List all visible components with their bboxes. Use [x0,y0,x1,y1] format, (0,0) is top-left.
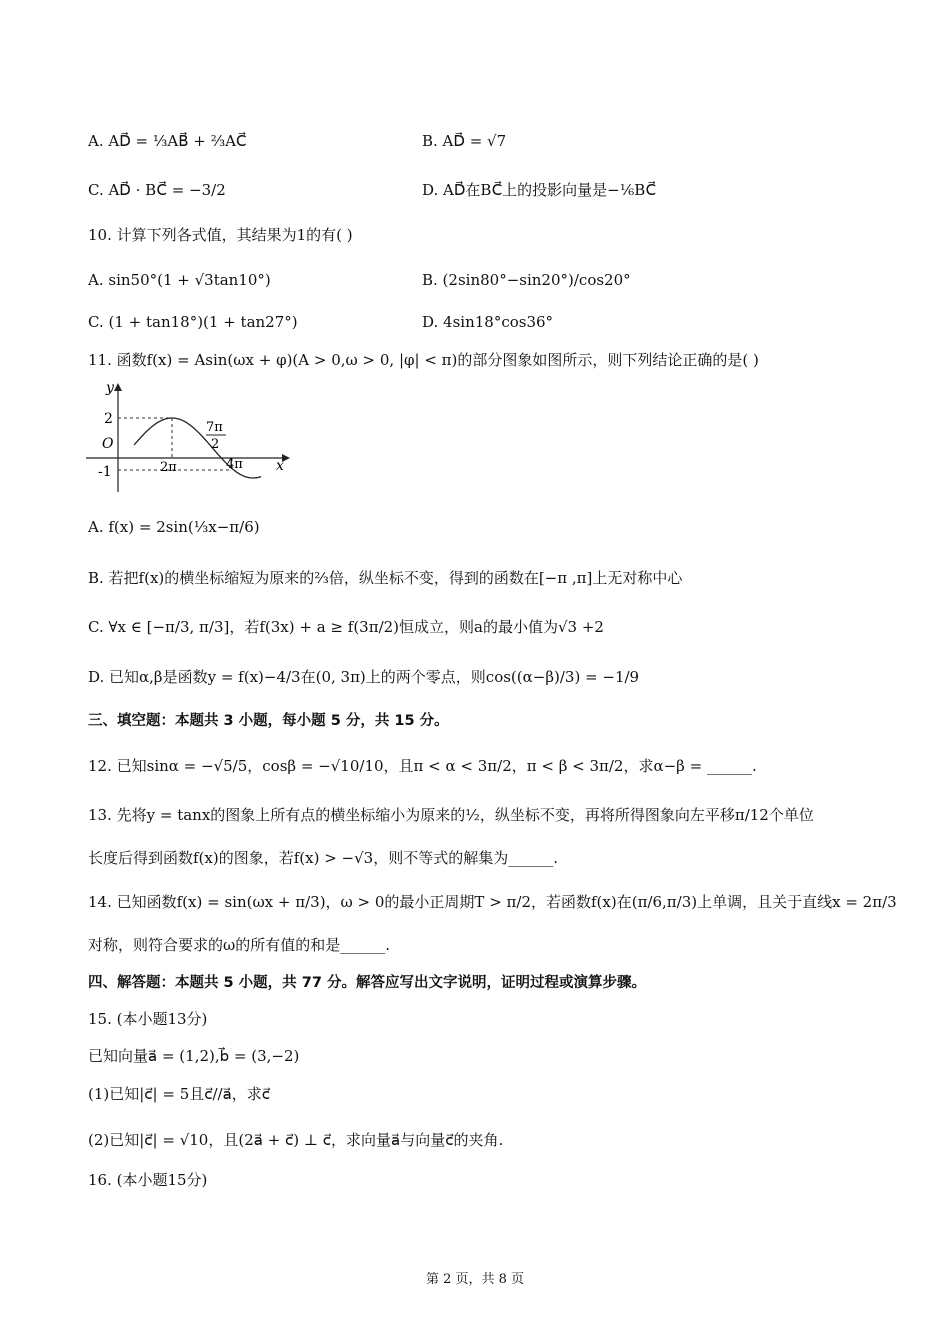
q14-line-1: 14. 已知函数f(x) = sin(ωx + π/3)，ω > 0的最小正周期T > π/2，若函数f(x)在(π/6,π/3)上单调，且关于直线x = 2π/3 [88,893,897,911]
x-axis-label: x [276,458,284,474]
q11-stem: 11. 函数f(x) = Asin(ωx + φ)(A > 0,ω > 0, |φ| < π)的部分图象如图所示，则下列结论正确的是( ) [88,351,759,369]
q11-option-b: B. 若把f(x)的横坐标缩短为原来的⅔倍，纵坐标不变，得到的函数在[−π ,π]上无对称中心 [88,569,683,587]
q12: 12. 已知sinα = −√5/5，cosβ = −√10/10，且π < α < 3π/2，π < β < 3π/2，求α−β = ______. [88,757,757,775]
q15-part-1: (1)已知|c⃗| = 5且c⃗//a⃗，求c⃗ [88,1085,271,1103]
q11-option-c: C. ∀x ∈ [−π/3, π/3]，若f(3x) + a ≥ f(3π/2)恒成立，则a的最小值为√3 +2 [88,618,604,636]
y-max-label: 2 [104,411,113,427]
q9-option-d: D. AD⃗在BC⃗上的投影向量是−⅙BC⃗ [422,181,657,199]
x-2pi-label: 2π [160,460,177,475]
q11-function-graph [84,378,304,498]
q10-option-c: C. (1 + tan18°)(1 + tan27°) [88,313,298,331]
q10-option-b: B. (2sin80°−sin20°)/cos20° [422,271,631,289]
q15-title: 15. (本小题13分) [88,1010,208,1028]
q11-option-d: D. 已知α,β是函数y = f(x)−4/3在(0, 3π)上的两个零点，则cos((α−β)/3) = −1/9 [88,668,640,686]
q13-line-1: 13. 先将y = tanx的图象上所有点的横坐标缩小为原来的½，纵坐标不变，再将所得图象向左平移π/12个单位 [88,806,814,824]
q9-option-c: C. AD⃗ · BC⃗ = −3/2 [88,181,226,199]
q9-option-a: A. AD⃗ = ⅓AB⃗ + ⅔AC⃗ [88,132,247,150]
q10-option-d: D. 4sin18°cos36° [422,313,554,331]
x-7pi2-numerator: 7π [206,420,223,435]
x-4pi-label: 4π [226,457,243,472]
q9-option-b: B. AD⃗ = √7 [422,132,507,150]
q13-line-2: 长度后得到函数f(x)的图象，若f(x) > −√3，则不等式的解集为______. [88,849,558,867]
q15-part-2: (2)已知|c⃗| = √10，且(2a⃗ + c⃗) ⊥ c⃗，求向量a⃗与向量c⃗的夹角. [88,1131,504,1149]
q11-option-a: A. f(x) = 2sin(⅓x−π/6) [88,518,260,536]
page-footer: 第 2 页，共 8 页 [425,1272,525,1287]
section-4-heading: 四、解答题：本题共 5 小题，共 77 分。解答应写出文字说明，证明过程或演算步骤。 [88,975,646,991]
origin-label: O [102,436,114,452]
y-axis-label: y [106,380,114,396]
y-axis-arrow-icon [114,383,122,391]
q10-option-a: A. sin50°(1 + √3tan10°) [88,271,271,289]
section-3-heading: 三、填空题：本题共 3 小题，每小题 5 分，共 15 分。 [88,713,449,729]
y-min-label: -1 [98,464,112,480]
q16-title: 16. (本小题15分) [88,1171,208,1189]
q14-line-2: 对称，则符合要求的ω的所有值的和是______. [88,936,391,954]
x-7pi2-denominator: 2 [211,437,220,452]
q15-given: 已知向量a⃗ = (1,2),b⃗ = (3,−2) [88,1047,300,1065]
q10-stem: 10. 计算下列各式值，其结果为1的有( ) [88,226,353,244]
